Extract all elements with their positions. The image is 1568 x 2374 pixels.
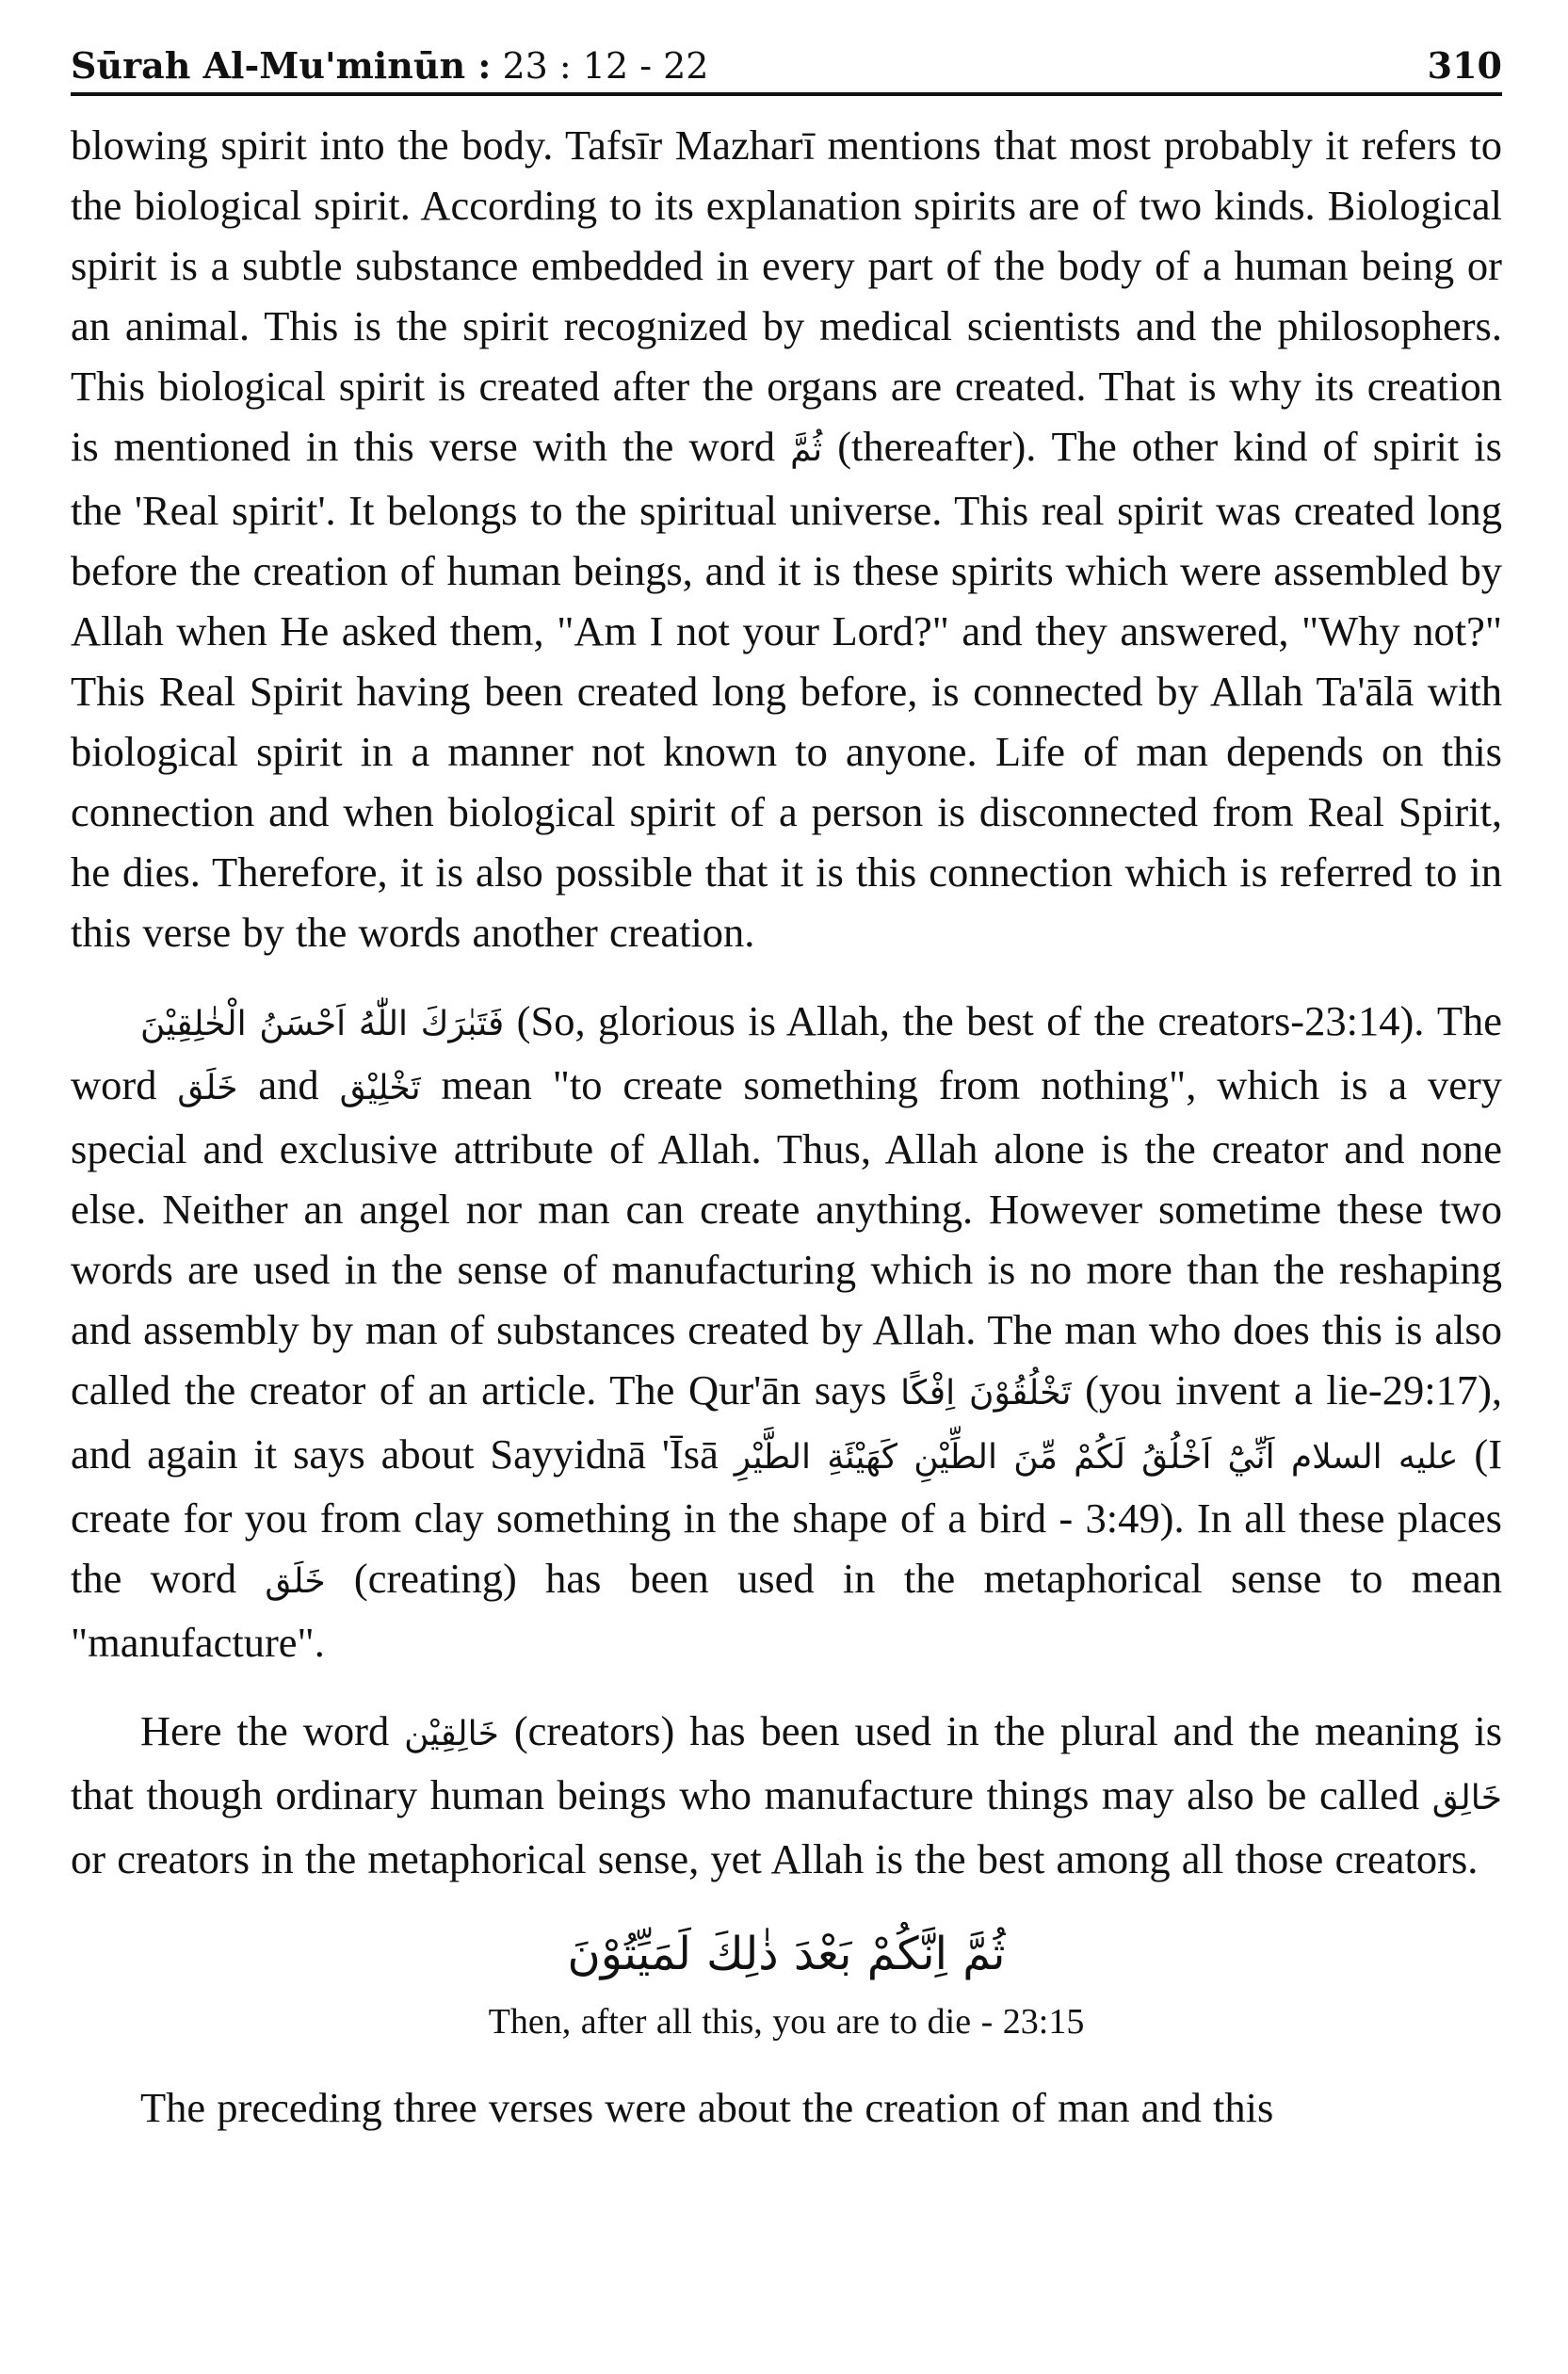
header-title (71, 44, 708, 87)
arabic-phrase: فَتَبٰرَكَ اللّٰهُ اَحْسَنُ الْخٰلِقِيْنَ (140, 1005, 505, 1043)
paragraph-3: Here the word خَالِقِيْن (creators) has been used in the plural and the meaning is that though ordinary human beings who manufacture things may also be called خَالِق or creators in the metaphorical sense, yet Allah is the best among all those creators. (71, 1707, 1503, 1882)
arabic-word: خَالِق (1431, 1779, 1502, 1817)
arabic-word: خَلَق (265, 1562, 326, 1601)
paragraph-2: فَتَبٰرَكَ اللّٰهُ اَحْسَنُ الْخٰلِقِيْنَ (So, glorious is Allah, the best of the creators-23:14). The word خَلَق and تَخْلِيْق mean "to create something from nothing", which is a very special and exclusive attribute of Allah. Thus, Allah alone is the creator and none else. Neither an angel nor man can create anything. However sometime these two words are used in the sense of manufacturing which is no more than the reshaping and assembly by man of substances created by Allah. The man who does this is also called the creator of an article. The Qur'ān says تَخْلُقُوْنَ اِفْكًا (you invent a lie-29:17), and again it says about Sayyidnā 'Īsā عليه السلام اَنِّيْٓ اَخْلُقُ لَكُمْ مِّنَ الطِّيْنِ كَهَيْئَةِ الطَّيْرِ (I create for you from clay something in the shape of a bird - 3:49). In all these places the word خَلَق (creating) has been used in the metaphorical sense to mean "manufacture". (71, 997, 1503, 1666)
arabic-word: خَلَق (177, 1069, 238, 1107)
arabic-phrase: تَخْلُقُوْنَ اِفْكًا (900, 1374, 1072, 1413)
body-text (71, 115, 1502, 2138)
page (71, 38, 1502, 2138)
verse-translation: Then, after all this, you are to die - 23:15 (488, 2002, 1085, 2042)
surah-name: Sūrah Al-Mu'minūn : (71, 44, 492, 87)
arabic-word: ثُمَّ (790, 430, 823, 469)
arabic-word: خَالِقِيْن (404, 1715, 499, 1753)
verse-range: 23 : 12 - 22 (491, 45, 709, 87)
arabic-word: تَخْلِيْق (339, 1069, 421, 1107)
page-number: 310 (1427, 44, 1502, 87)
verse-arabic: ثُمَّ اِنَّكُمْ بَعْدَ ذٰلِكَ لَمَيِّتُوْنَ (567, 1928, 1006, 1980)
arabic-phrase: عليه السلام اَنِّيْٓ اَخْلُقُ لَكُمْ مِّنَ الطِّيْنِ كَهَيْئَةِ الطَّيْرِ (734, 1438, 1459, 1477)
paragraph-4: The preceding three verses were about the creation of man and this (140, 2084, 1274, 2131)
paragraph-1: blowing spirit into the body. Tafsīr Mazharī mentions that most probably it refers to the biological spirit. According to its explanation spirits are of two kinds. Biological spirit is a subtle substance embedded in every part of the body of a human being or an animal. This is the spirit recognized by medical scientists and the philosophers. This biological spirit is created after the organs are created. That is why its creation is mentioned in this verse with the word ثُمَّ (thereafter). The other kind of spirit is the 'Real spirit'. It belongs to the spiritual universe. This real spirit was created long before the creation of human beings, and it is these spirits which were assembled by Allah when He asked them, "Am I not your Lord?" and they answered, "Why not?" This Real Spirit having been created long before, is connected by Allah Ta'ālā with biological spirit in a manner not known to anyone. Life of man depends on this connection and when biological spirit of a person is disconnected from Real Spirit, he dies. Therefore, it is also possible that it is this connection which is referred to in this verse by the words another creation. (71, 121, 1502, 956)
running-header (71, 38, 1502, 96)
